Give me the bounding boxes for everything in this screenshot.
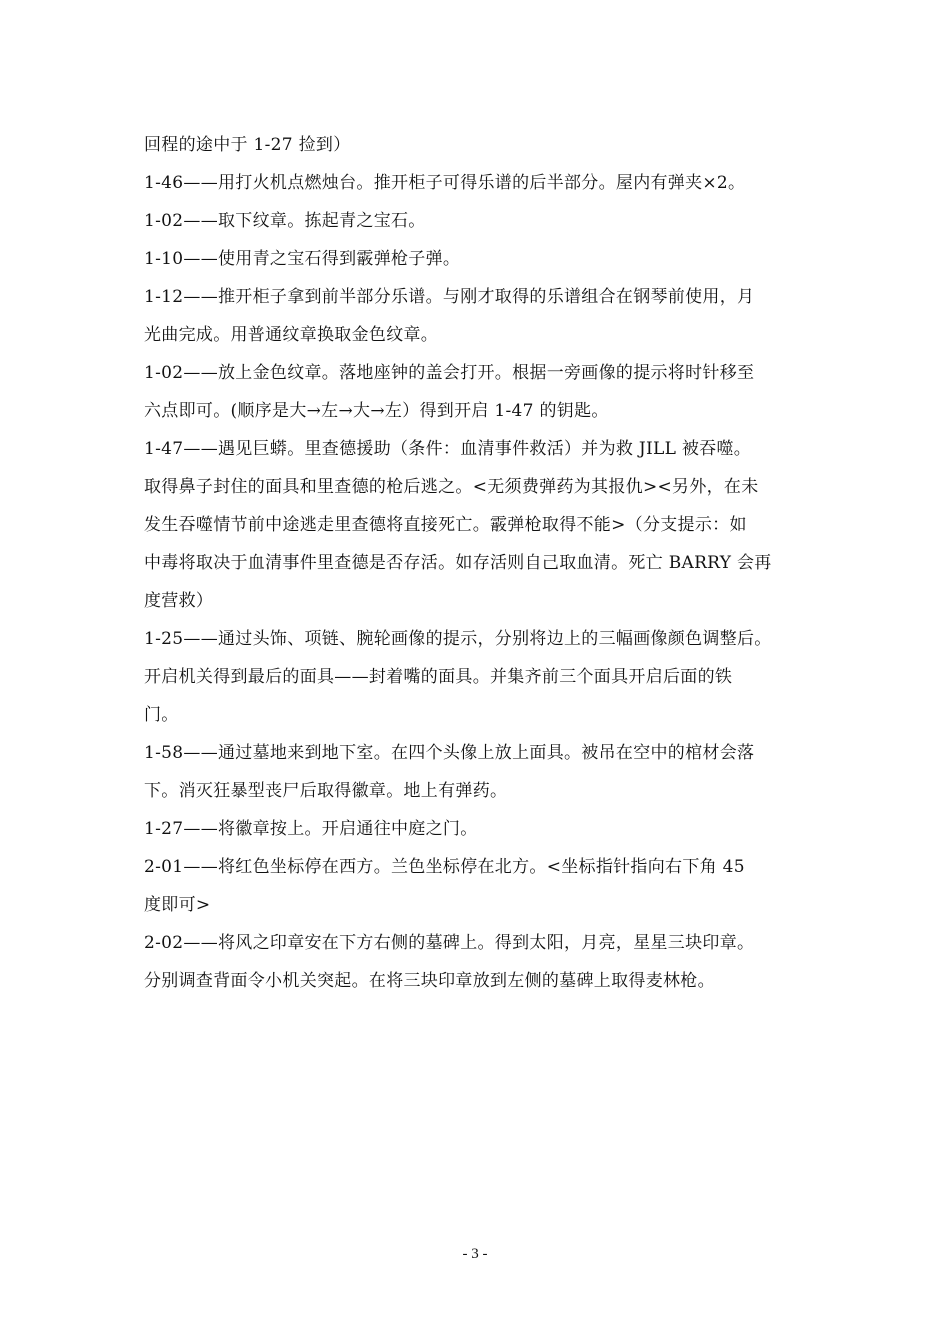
text-line: 1-25——通过头饰、项链、腕轮画像的提示，分别将边上的三幅画像颜色调整后。 xyxy=(144,629,772,649)
text-line: 发生吞噬情节前中途逃走里查德将直接死亡。霰弹枪取得不能>（分支提示：如 xyxy=(144,515,747,535)
text-line: 度即可> xyxy=(144,895,211,915)
text-line: 度营救） xyxy=(144,591,214,611)
text-line: 光曲完成。用普通纹章换取金色纹章。 xyxy=(144,325,439,345)
text-line: 开启机关得到最后的面具——封着嘴的面具。并集齐前三个面具开启后面的铁 xyxy=(144,667,733,687)
text-line: 1-46——用打火机点燃烛台。推开柜子可得乐谱的后半部分。屋内有弹夹×2。 xyxy=(144,173,746,193)
text-line: 回程的途中于 1-27 捡到） xyxy=(144,135,351,155)
text-line: 1-12——推开柜子拿到前半部分乐谱。与刚才取得的乐谱组合在钢琴前使用，月 xyxy=(144,287,755,307)
text-line: 2-01——将红色坐标停在西方。兰色坐标停在北方。<坐标指针指向右下角 45 xyxy=(144,857,745,877)
page-number: - 3 - xyxy=(462,1246,488,1262)
text-line: 1-02——放上金色纹章。落地座钟的盖会打开。根据一旁画像的提示将时针移至 xyxy=(144,363,755,383)
text-line: 2-02——将风之印章安在下方右侧的墓碑上。得到太阳，月亮，星星三块印章。 xyxy=(144,933,755,953)
text-line: 1-02——取下纹章。拣起青之宝石。 xyxy=(144,211,426,231)
text-line: 下。消灭狂暴型丧尸后取得徽章。地上有弹药。 xyxy=(144,781,508,801)
text-line: 六点即可。(顺序是大→左→大→左）得到开启 1-47 的钥匙。 xyxy=(144,401,609,421)
text-line: 1-58——通过墓地来到地下室。在四个头像上放上面具。被吊在空中的棺材会落 xyxy=(144,743,755,763)
text-line: 中毒将取决于血清事件里查德是否存活。如存活则自己取血清。死亡 BARRY 会再 xyxy=(144,553,772,573)
text-line: 1-10——使用青之宝石得到霰弹枪子弹。 xyxy=(144,249,461,269)
text-line: 1-27——将徽章按上。开启通往中庭之门。 xyxy=(144,819,478,839)
document-body xyxy=(144,126,808,1000)
text-line: 分别调查背面令小机关突起。在将三块印章放到左侧的墓碑上取得麦林枪。 xyxy=(144,971,715,991)
text-line: 门。 xyxy=(144,705,179,725)
text-line: 取得鼻子封住的面具和里查德的枪后逃之。<无须费弹药为其报仇><另外，在未 xyxy=(144,477,759,497)
text-line: 1-47——遇见巨蟒。里查德援助（条件：血清事件救活）并为救 JILL 被吞噬。 xyxy=(144,439,752,459)
